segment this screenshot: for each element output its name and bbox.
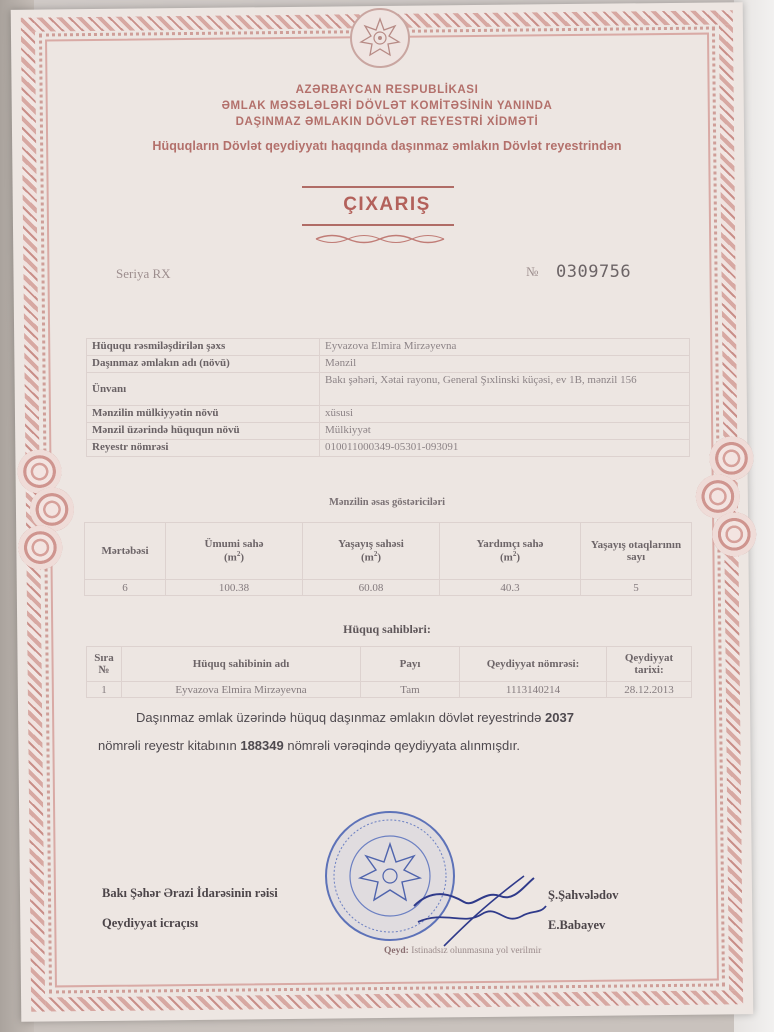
cell-total-area: 100.38: [166, 580, 303, 596]
table-row: [87, 440, 690, 457]
col-no: Sıra №: [87, 647, 122, 682]
info-value: Mənzil: [320, 356, 690, 373]
col-reg-number: Qeydiyyat nömrəsi:: [460, 647, 607, 682]
document-number: 0309756: [556, 262, 632, 282]
header-republic: AZƏRBAYCAN RESPUBLİKASI: [295, 84, 479, 96]
property-info-table: [86, 338, 690, 457]
info-value: 010011000349-05301-093091: [320, 440, 690, 457]
cell-no: 1: [87, 682, 122, 698]
info-value: Mülkiyyət: [320, 423, 690, 440]
col-rooms: Yaşayış otaqlarının sayı: [581, 523, 692, 580]
info-value: Eyvazova Elmira Mirzəyevna: [320, 339, 690, 356]
col-living-area-label: Yaşayış sahəsi: [338, 538, 404, 551]
ornament-icon: [312, 232, 448, 246]
signatory-2-title: Qeydiyyat icraçısı: [102, 916, 199, 930]
table-row: [87, 339, 690, 356]
footer-note: [384, 946, 541, 956]
apartment-stats-table: [84, 522, 692, 596]
col-floor: Mərtəbəsi: [85, 523, 166, 580]
table-row: [87, 356, 690, 373]
para-text-c: nömrəli vərəqində qeydiyyata alınmışdır.: [283, 738, 521, 753]
unit-close: ): [516, 551, 520, 564]
series-label: Seriya RX: [116, 266, 171, 281]
registry-page-number: 188349: [240, 738, 284, 753]
info-key: Reyestr nömrəsi: [87, 440, 320, 457]
handwritten-signature-icon: [404, 866, 554, 952]
table-row: [87, 406, 690, 423]
unit-close: ): [240, 551, 244, 564]
registration-text-line2: [98, 738, 698, 753]
cell-owner-name: Eyvazova Elmira Mirzəyevna: [122, 682, 361, 698]
cell-living-area: 60.08: [303, 580, 440, 596]
unit-open: (m: [361, 551, 374, 564]
info-value: xüsusi: [320, 406, 690, 423]
table-row: [87, 373, 690, 406]
unit-close: ): [377, 551, 381, 564]
note-label: Qeyd:: [384, 946, 409, 956]
col-reg-date: Qeydiyyat tarixi:: [607, 647, 692, 682]
state-emblem-icon: [350, 8, 410, 68]
owners-section-title: Hüquq sahibləri:: [343, 622, 431, 636]
cell-share: Tam: [361, 682, 460, 698]
info-value: Bakı şəhəri, Xətai rayonu, General Şıxlinski küçəsi, ev 1B, mənzil 156: [320, 373, 690, 406]
para-text-a: Daşınmaz əmlak üzərində hüquq daşınmaz əmlakın dövlət reyestrində: [136, 710, 545, 725]
signatory-1-name: Ş.Şahvələdov: [548, 888, 619, 902]
table-header-row: [85, 523, 692, 580]
header-committee: ƏMLAK MƏSƏLƏLƏRİ DÖVLƏT KOMİTƏSİNİN YANINDA: [221, 100, 553, 112]
signatory-2-name: E.Babayev: [548, 918, 606, 932]
header-service: DAŞINMAZ ƏMLAKIN DÖVLƏT REYESTRİ XİDMƏTİ: [235, 116, 539, 128]
col-owner-name: Hüquq sahibinin adı: [122, 647, 361, 682]
cell-reg-number: 1113140214: [460, 682, 607, 698]
number-sign: №: [526, 264, 539, 279]
note-text: Istinadsız olunmasına yol verilmir: [411, 946, 542, 956]
unit-open: (m: [224, 551, 237, 564]
cell-rooms: 5: [581, 580, 692, 596]
registration-text-line1: [136, 710, 736, 725]
col-living-area: [303, 523, 440, 580]
col-aux-area-label: Yardımçı sahə: [476, 538, 544, 551]
para-text-b: nömrəli reyestr kitabının: [98, 738, 241, 753]
title-rule-bottom: [302, 224, 454, 226]
stats-section-title: Mənzilin əsas göstəriciləri: [328, 497, 446, 508]
col-aux-area: [440, 523, 581, 580]
registry-book-number: 2037: [545, 710, 574, 725]
info-key: Ünvanı: [87, 373, 320, 406]
signatory-1-title: Bakı Şəhər Ərazi İdarəsinin rəisi: [102, 886, 278, 900]
header-subtitle: Hüquqların Dövlət qeydiyyatı haqqında daşınmaz əmlakın Dövlət reyestrindən: [152, 139, 622, 153]
table-header-row: [87, 647, 692, 682]
unit-sup: 2: [512, 550, 517, 559]
document-title: ÇIXARIŞ: [343, 194, 431, 215]
owners-table: [86, 646, 692, 698]
table-row: [87, 423, 690, 440]
col-total-area-label: Ümumi sahə: [204, 538, 264, 551]
table-row: [87, 682, 692, 698]
title-rule-top: [302, 186, 454, 188]
cell-reg-date: 28.12.2013: [607, 682, 692, 698]
unit-sup: 2: [373, 550, 378, 559]
cell-aux-area: 40.3: [440, 580, 581, 596]
col-total-area: [166, 523, 303, 580]
info-key: Mənzil üzərində hüququn növü: [87, 423, 320, 440]
col-share: Payı: [361, 647, 460, 682]
info-key: Mənzilin mülkiyyətin növü: [87, 406, 320, 423]
unit-open: (m: [500, 551, 513, 564]
table-row: [85, 580, 692, 596]
info-key: Daşınmaz əmlakın adı (növü): [87, 356, 320, 373]
unit-sup: 2: [236, 550, 241, 559]
info-key: Hüququ rəsmiləşdirilən şəxs: [87, 339, 320, 356]
cell-floor: 6: [85, 580, 166, 596]
